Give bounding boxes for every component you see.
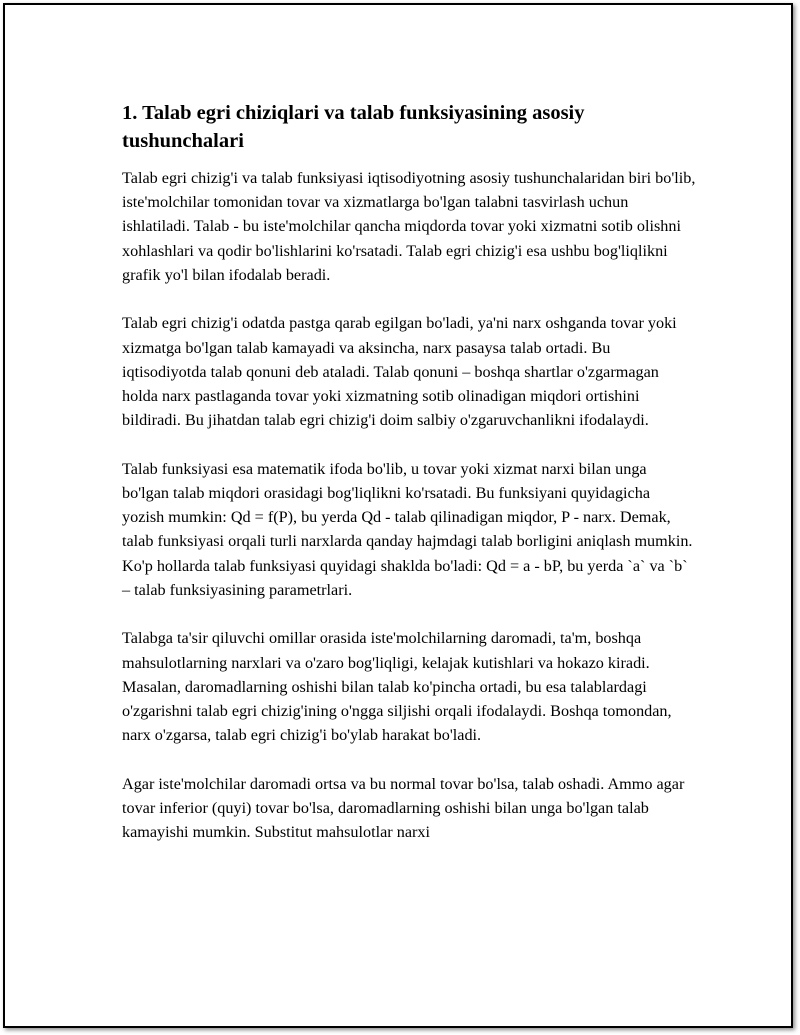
paragraph-2: Talab egri chizig'i odatda pastga qarab egilgan bo'ladi, ya'ni narx oshganda tovar yoki xizmatga bo'lgan talab kamayadi va aksincha, narx pasaysa talab ortadi. Bu iqtisodiyotda talab qonuni deb ataladi. Talab qonuni – boshqa shartlar o'zgarmagan holda narx pastlaganda tovar yoki xizmatning sotib olinadigan miqdori ortishini bildiradi. Bu jihatdan talab egri chizig'i doim salbiy o'zgaruvchanlikni ifodalaydi. <box>122 314 677 430</box>
section-heading: 1. Talab egri chiziqlari va talab funksiyasining asosiy tushunchalari <box>122 102 585 152</box>
paragraph-1: Talab egri chizig'i va talab funksiyasi iqtisodiyotning asosiy tushunchalaridan biri bo'lib, iste'molchilar tomonidan tovar va xizmatlarga bo'lgan talabni tasvirlash uchun ishlatiladi. Talab - bu iste'molchilar qancha miqdorda tovar yoki xizmatni sotib olishni xohlashlari va qodir bo'lishlarini ko'rsatadi. Talab egri chizig'i esa ushbu bog'liqlikni grafik yo'l bilan ifodalab beradi. <box>122 169 696 284</box>
paragraph-3: Talab funksiyasi esa matematik ifoda bo'lib, u tovar yoki xizmat narxi bilan unga bo'lgan talab miqdori orasidagi bog'liqlikni ko'rsatadi. Bu funksiyani quyidagicha yozish mumkin: Qd = f(P), bu yerda Qd - talab qilinadigan miqdor, P - narx. Demak, talab funksiyasi orqali turli narxlarda qanday hajmdagi talab borligini aniqlash mumkin. Ko'p hollarda talab funksiyasi quyidagi shaklda bo'ladi: Qd = a - bP, bu yerda `a` va `b` – talab funksiyasining parametrlari. <box>122 459 693 599</box>
document-content <box>122 99 696 869</box>
page-frame <box>3 3 793 1028</box>
paragraph-5: Agar iste'molchilar daromadi ortsa va bu normal tovar bo'lsa, talab oshadi. Ammo agar tovar inferior (quyi) tovar bo'lsa, daromadlarning oshishi bilan unga bo'lgan talab kamayishi mumkin. Substitut mahsulotlar narxi <box>122 774 685 842</box>
paragraph-4: Talabga ta'sir qiluvchi omillar orasida iste'molchilarning daromadi, ta'm, boshqa mahsulotlarning narxlari va o'zaro bog'liqligi, kelajak kutishlari va hokazo kiradi. Masalan, daromadlarning oshishi bilan talab ko'pincha ortadi, bu esa talablardagi o'zgarishni talab egri chizig'ining o'ngga siljishi orqali ifodalaydi. Boshqa tomondan, narx o'zgarsa, talab egri chizig'i bo'ylab harakat bo'ladi. <box>122 629 672 745</box>
